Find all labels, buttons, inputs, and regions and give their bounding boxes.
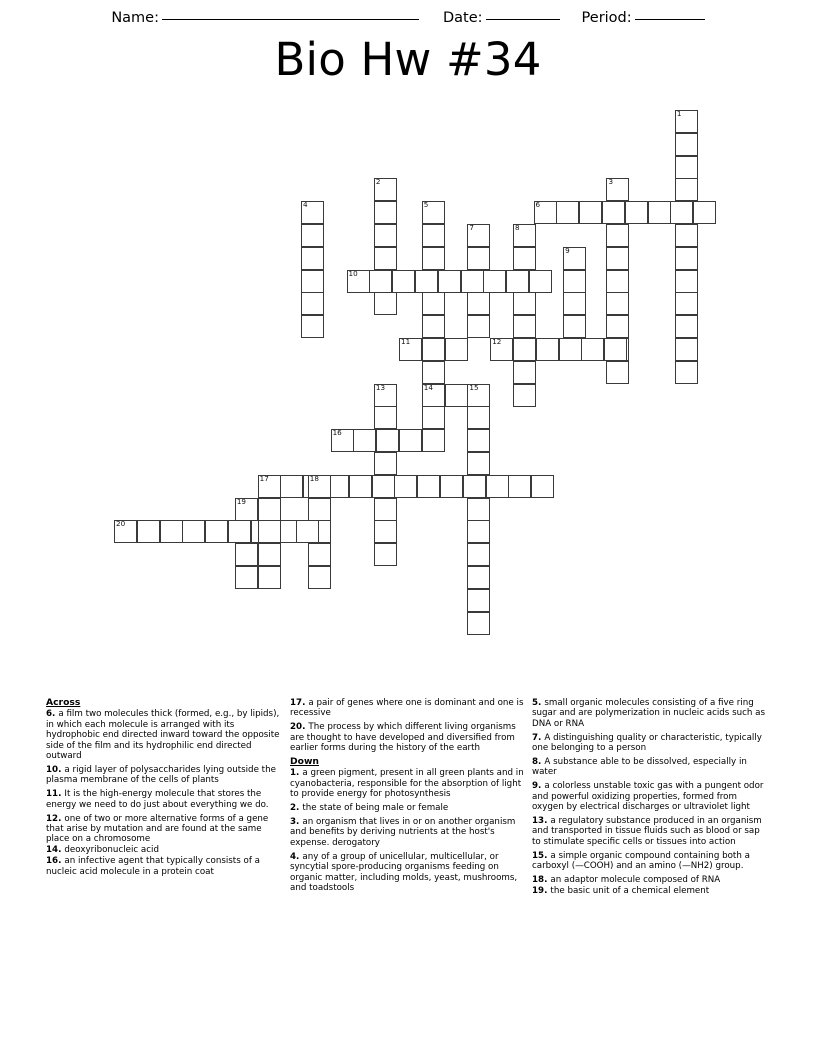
clue-item: [290, 768, 524, 799]
clue-text: a pair of genes where one is dominant and one is recessive: [290, 698, 524, 719]
crossword-cell[interactable]: [301, 270, 324, 293]
crossword-cell[interactable]: [258, 566, 281, 589]
clue-number: 4.: [290, 851, 303, 862]
clue-item: [290, 698, 524, 719]
crossword-grid[interactable]: [0, 104, 816, 664]
crossword-cell[interactable]: [531, 475, 554, 498]
clue-number: 5.: [532, 698, 545, 708]
crossword-cell[interactable]: [422, 247, 445, 270]
crossword-cell[interactable]: [280, 475, 303, 498]
crossword-cell[interactable]: [467, 520, 490, 543]
crossword-cell[interactable]: [374, 452, 397, 475]
crossword-cell[interactable]: [228, 520, 251, 543]
clue-text: the state of being male or female: [302, 803, 449, 814]
across-heading: Across: [46, 697, 81, 708]
clue-item: [290, 722, 524, 753]
crossword-cell[interactable]: [399, 429, 422, 452]
clue-item: [532, 851, 768, 872]
crossword-cell[interactable]: [606, 247, 629, 270]
crossword-cell[interactable]: [513, 338, 536, 361]
crossword-cell[interactable]: [308, 566, 331, 589]
crossword-cell[interactable]: [508, 475, 531, 498]
crossword-cell[interactable]: [182, 520, 205, 543]
crossword-cell[interactable]: [301, 315, 324, 338]
clue-item: [46, 789, 282, 810]
clue-text: a rigid layer of polysaccharides lying outside the plasma membrane of the cells of plants: [46, 764, 276, 786]
clue-text: a colorless unstable toxic gas with a pungent odor and powerful oxidizing properties, formed from oxygen by electrical discharges or ultraviolet light: [532, 781, 764, 813]
clue-item: [532, 698, 768, 729]
crossword-cell[interactable]: [445, 338, 468, 361]
crossword-cell[interactable]: [445, 384, 468, 407]
crossword-cell[interactable]: [301, 224, 324, 247]
crossword-cell[interactable]: [506, 270, 529, 293]
crossword-cell[interactable]: [467, 406, 490, 429]
crossword-cell[interactable]: [467, 566, 490, 589]
crossword-cell[interactable]: [438, 270, 461, 293]
crossword-cell[interactable]: [258, 498, 281, 521]
crossword-cell[interactable]: [467, 498, 490, 521]
clue-number: 15.: [532, 850, 551, 861]
crossword-cell[interactable]: [675, 178, 698, 201]
crossword-cell[interactable]: [415, 270, 438, 293]
cell-number: 13: [375, 382, 386, 392]
date-write-line[interactable]: [486, 19, 560, 20]
crossword-cell[interactable]: [490, 338, 513, 361]
crossword-cell[interactable]: [467, 429, 490, 452]
crossword-cell[interactable]: [675, 338, 698, 361]
cell-number: 12: [492, 337, 502, 346]
crossword-cell[interactable]: [606, 315, 629, 338]
clues-region: [0, 698, 816, 978]
clue-text: an organism that lives in or on another organism and benefits by deriving nutrients at the host's expense. derogatory: [290, 817, 516, 848]
crossword-cell[interactable]: [308, 475, 331, 498]
crossword-cell[interactable]: [467, 589, 490, 612]
clues-column-2: [290, 698, 524, 897]
crossword-cell[interactable]: [347, 270, 370, 293]
clue-item: [46, 845, 282, 855]
clue-number: 17.: [290, 698, 309, 708]
crossword-cell[interactable]: [331, 429, 354, 452]
cell-number: 20: [116, 519, 126, 529]
crossword-cell[interactable]: [670, 201, 693, 224]
crossword-cell[interactable]: [513, 292, 536, 315]
crossword-cell[interactable]: [137, 520, 160, 543]
clue-item: [46, 814, 282, 845]
date-label: Date:: [443, 10, 483, 26]
crossword-cell[interactable]: [675, 110, 698, 133]
crossword-cell[interactable]: [606, 224, 629, 247]
crossword-cell[interactable]: [205, 520, 228, 543]
crossword-cell[interactable]: [486, 475, 509, 498]
clue-text: small organic molecules consisting of a five ring sugar and are polymerization in nucleic acids such as DNA or RNA: [532, 698, 766, 729]
crossword-cell[interactable]: [467, 224, 490, 247]
clue-number: 20.: [290, 722, 309, 733]
cell-number: 9: [565, 245, 570, 255]
crossword-cell[interactable]: [235, 543, 258, 566]
crossword-cell[interactable]: [374, 292, 397, 315]
crossword-cell[interactable]: [606, 178, 629, 201]
clue-item: [46, 856, 282, 877]
clue-text: a simple organic compound containing both a carboxyl (—COOH) and an amino (—NH2) group.: [532, 850, 750, 872]
crossword-cell[interactable]: [301, 201, 324, 224]
crossword-cell[interactable]: [301, 292, 324, 315]
clue-item: [532, 816, 768, 847]
cell-number: 8: [515, 223, 520, 232]
crossword-cell[interactable]: [536, 338, 559, 361]
cell-number: 5: [423, 200, 429, 210]
crossword-cell[interactable]: [604, 338, 627, 361]
clue-item: [290, 817, 524, 848]
clue-item: [290, 852, 524, 894]
crossword-cell[interactable]: [675, 156, 698, 179]
crossword-cell[interactable]: [417, 475, 440, 498]
cell-number: 1: [676, 109, 682, 118]
crossword-cell[interactable]: [579, 201, 602, 224]
crossword-cell[interactable]: [513, 224, 536, 247]
crossword-cell[interactable]: [675, 133, 698, 156]
period-field-group: [582, 10, 705, 26]
period-write-line[interactable]: [635, 19, 705, 20]
cell-number: 17: [259, 473, 269, 483]
clue-number: 9.: [532, 781, 545, 792]
clue-item: [532, 733, 768, 754]
crossword-cell[interactable]: [467, 315, 490, 338]
crossword-cell[interactable]: [483, 270, 506, 293]
clue-text: A distinguishing quality or characteristic, typically one belonging to a person: [532, 732, 762, 754]
clue-number: 6.: [46, 709, 59, 720]
crossword-cell[interactable]: [422, 429, 445, 452]
clue-text: It is the high-energy molecule that stores the energy we need to do just about everything we do.: [46, 789, 269, 810]
crossword-cell[interactable]: [374, 520, 397, 543]
crossword-cell[interactable]: [625, 201, 648, 224]
clue-item: [532, 781, 768, 812]
crossword-cell[interactable]: [563, 315, 586, 338]
cell-number: 14: [423, 382, 433, 392]
cell-number: 10: [348, 268, 358, 278]
clue-item: [46, 765, 282, 786]
clue-text: any of a group of unicellular, multicellular, or syncytial spore-producing organisms feeding on organic matter, including molds, yeast, mushrooms, and toadstools: [290, 851, 518, 893]
clue-number: 13.: [532, 816, 551, 827]
crossword-cell[interactable]: [235, 498, 258, 521]
crossword-cell[interactable]: [374, 178, 397, 201]
crossword-cell[interactable]: [399, 338, 422, 361]
crossword-cell[interactable]: [529, 270, 552, 293]
crossword-cell[interactable]: [675, 315, 698, 338]
crossword-cell[interactable]: [675, 224, 698, 247]
crossword-cell[interactable]: [563, 292, 586, 315]
clue-number: 7.: [532, 732, 545, 743]
cell-number: 16: [332, 428, 342, 438]
crossword-cell[interactable]: [114, 520, 137, 543]
crossword-cell[interactable]: [308, 543, 331, 566]
crossword-cell[interactable]: [467, 247, 490, 270]
cell-number: 3: [608, 177, 614, 187]
page-title: Bio Hw #34: [274, 33, 542, 86]
clues-column-3: [532, 698, 768, 897]
clue-number: 19.: [532, 886, 551, 896]
crossword-cell[interactable]: [675, 361, 698, 384]
crossword-cell[interactable]: [394, 475, 417, 498]
crossword-cell[interactable]: [258, 520, 281, 543]
crossword-cell[interactable]: [258, 475, 281, 498]
clue-number: 10.: [46, 764, 65, 775]
cell-number: 6: [535, 200, 541, 210]
crossword-cell[interactable]: [374, 247, 397, 270]
down-heading: Down: [290, 756, 319, 768]
crossword-cell[interactable]: [392, 270, 415, 293]
crossword-cell[interactable]: [602, 201, 625, 224]
crossword-cell[interactable]: [372, 475, 395, 498]
crossword-cell[interactable]: [463, 475, 486, 498]
clue-item: [532, 875, 768, 885]
clue-text: an adaptor molecule composed of RNA: [550, 875, 721, 886]
crossword-cell[interactable]: [606, 270, 629, 293]
crossword-cell[interactable]: [374, 384, 397, 407]
clue-number: 18.: [532, 875, 551, 886]
clues-column-1: [46, 698, 282, 881]
crossword-cell[interactable]: [422, 315, 445, 338]
clue-number: 16.: [46, 856, 65, 867]
clue-text: deoxyribonucleic acid: [64, 845, 159, 856]
crossword-cell[interactable]: [422, 338, 445, 361]
crossword-cell[interactable]: [675, 247, 698, 270]
crossword-cell[interactable]: [301, 247, 324, 270]
name-label: Name:: [111, 10, 159, 26]
clue-number: 1.: [290, 768, 303, 779]
crossword-cell[interactable]: [369, 270, 392, 293]
crossword-cell[interactable]: [422, 406, 445, 429]
cell-number: 7: [469, 223, 474, 232]
crossword-cell[interactable]: [308, 498, 331, 521]
crossword-cell[interactable]: [374, 224, 397, 247]
crossword-cell[interactable]: [374, 406, 397, 429]
clue-text: a regulatory substance produced in an organism and transported in tissue fluids such as blood or sap to stimulate specific cells or tissues into action: [532, 816, 762, 847]
clue-item: [532, 757, 768, 778]
clue-number: 12.: [46, 813, 65, 824]
cell-number: 15: [469, 382, 479, 392]
clue-number: 3.: [290, 817, 303, 828]
crossword-cell[interactable]: [467, 612, 490, 635]
clue-number: 14.: [46, 845, 65, 856]
crossword-cell[interactable]: [675, 270, 698, 293]
crossword-cell[interactable]: [160, 520, 183, 543]
clue-text: The process by which different living organisms are thought to have developed and diversified from earlier forms during the history of the earth: [290, 722, 516, 754]
cell-number: 18: [309, 473, 319, 483]
crossword-cell[interactable]: [513, 361, 536, 384]
crossword-cell[interactable]: [563, 247, 586, 270]
clue-text: the basic unit of a chemical element: [550, 886, 710, 896]
name-write-line[interactable]: [162, 19, 419, 20]
crossword-cell[interactable]: [513, 384, 536, 407]
crossword-cell[interactable]: [235, 566, 258, 589]
crossword-cell[interactable]: [513, 247, 536, 270]
crossword-cell[interactable]: [422, 384, 445, 407]
crossword-cell[interactable]: [675, 292, 698, 315]
crossword-cell[interactable]: [606, 361, 629, 384]
crossword-cell[interactable]: [467, 292, 490, 315]
crossword-cell[interactable]: [606, 292, 629, 315]
crossword-cell[interactable]: [467, 384, 490, 407]
clue-number: 2.: [290, 803, 303, 814]
name-field-group: [111, 10, 419, 26]
clue-text: a green pigment, present in all green plants and in cyanobacteria, responsible for the absorption of light to provide energy for photosynthesis: [290, 768, 524, 800]
crossword-cell[interactable]: [693, 201, 716, 224]
crossword-cell[interactable]: [422, 361, 445, 384]
clue-text: one of two or more alternative forms of a gene that arise by mutation and are found at the same place on a chromosome: [46, 813, 269, 845]
crossword-cell[interactable]: [374, 543, 397, 566]
crossword-cell[interactable]: [559, 338, 582, 361]
crossword-cell[interactable]: [422, 201, 445, 224]
clue-item: [290, 803, 524, 813]
crossword-cell[interactable]: [374, 498, 397, 521]
crossword-cell[interactable]: [467, 543, 490, 566]
cell-number: 2: [375, 177, 381, 187]
crossword-cell[interactable]: [349, 475, 372, 498]
cell-number: 11: [401, 337, 411, 346]
clue-number: 11.: [46, 789, 65, 800]
crossword-cell[interactable]: [534, 201, 557, 224]
crossword-cell[interactable]: [376, 429, 399, 452]
crossword-cell[interactable]: [467, 452, 490, 475]
clue-text: a film two molecules thick (formed, e.g., by lipids), in which each molecule is arranged with its hydrophobic end directed inward toward the opposite side of the film and its hydrophilic end directed outward: [46, 709, 280, 762]
cell-number: 19: [236, 496, 246, 506]
crossword-cell[interactable]: [513, 315, 536, 338]
crossword-cell[interactable]: [296, 520, 319, 543]
crossword-cell[interactable]: [374, 201, 397, 224]
clue-item: [46, 709, 282, 761]
date-field-group: [443, 10, 560, 26]
clue-text: an infective agent that typically consists of a nucleic acid molecule in a protein coat: [46, 856, 260, 877]
clue-item: [532, 886, 768, 896]
crossword-cell[interactable]: [648, 201, 671, 224]
cell-number: 4: [302, 200, 308, 210]
worksheet-header: [0, 0, 816, 26]
crossword-cell[interactable]: [440, 475, 463, 498]
period-label: Period:: [581, 10, 632, 26]
crossword-cell[interactable]: [581, 338, 604, 361]
crossword-cell[interactable]: [461, 270, 484, 293]
crossword-cell[interactable]: [563, 270, 586, 293]
crossword-cell[interactable]: [422, 292, 445, 315]
clue-text: A substance able to be dissolved, especially in water: [532, 757, 747, 778]
crossword-cell[interactable]: [422, 224, 445, 247]
crossword-cell[interactable]: [556, 201, 579, 224]
crossword-cell[interactable]: [258, 543, 281, 566]
clue-number: 8.: [532, 757, 545, 768]
crossword-cell[interactable]: [353, 429, 376, 452]
